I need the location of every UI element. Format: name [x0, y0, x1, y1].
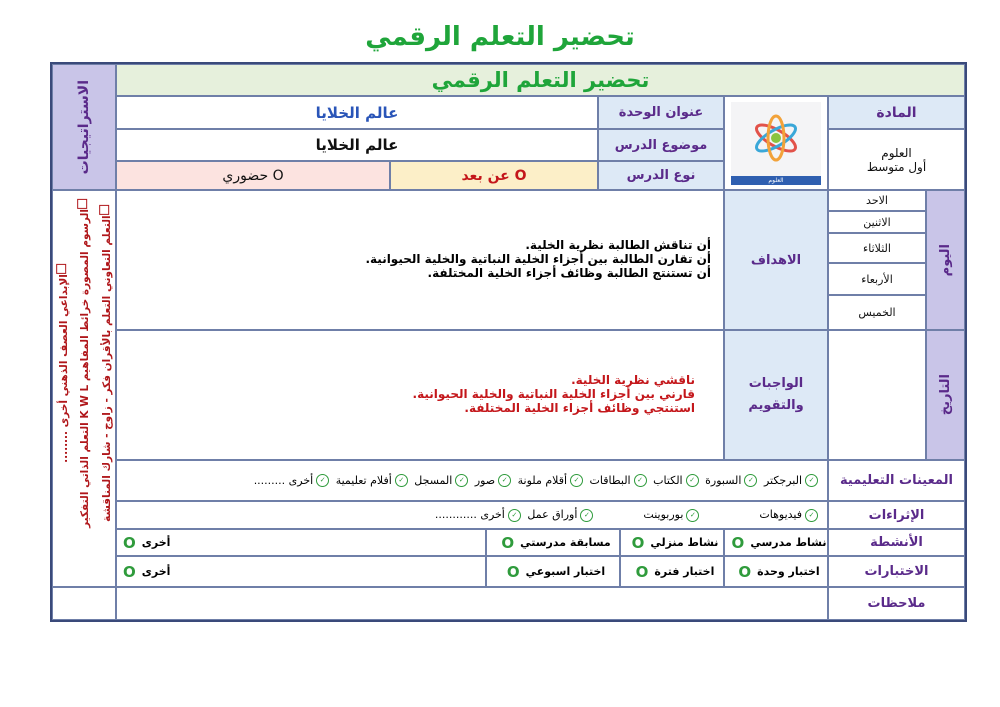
lesson-topic-label: موضوع الدرس	[598, 129, 724, 161]
day-sunday: الاحد	[828, 190, 926, 211]
day-label: اليوم	[938, 243, 953, 277]
notes-label: ملاحظات	[828, 587, 965, 620]
date-value[interactable]	[828, 330, 926, 460]
strategies-col-1: التعلم التعاوني التعلم بالأقران فكر - زاوج - شارك المناقشة	[97, 199, 114, 528]
activities-label: الأنشطة	[828, 529, 965, 556]
goal-1: أن تناقش الطالبة نظرية الخلية.	[525, 238, 711, 253]
strategies-col-3: الإبداعي العصف الذهني أخرى ........	[54, 199, 71, 528]
banner-title: تحضير التعلم الرقمي	[116, 64, 965, 96]
aid-color-pens[interactable]: أقلام ملونة	[517, 473, 568, 487]
aid-book[interactable]: الكتاب	[653, 473, 683, 487]
aid-cards[interactable]: البطاقات	[589, 473, 631, 487]
aid-other[interactable]: أخرى .........	[253, 473, 314, 487]
logo-caption: العلوم	[731, 176, 821, 185]
lesson-type-label: نوع الدرس	[598, 161, 724, 190]
day-monday: الاثنين	[828, 211, 926, 233]
strategies-col-2: الرسوم المصورة خرائط المفاهيم K W L التعلم الذاتي التفكير	[75, 199, 92, 528]
aid-pictures[interactable]: صور	[474, 473, 496, 487]
in-person-option[interactable]: حضوري O	[116, 161, 390, 190]
strategies-header	[52, 64, 116, 190]
unit-title-label: عنوان الوحدة	[598, 96, 724, 129]
test-weekly[interactable]: اختبار اسبوعي O	[486, 556, 620, 587]
goal-3: أن تستنتج الطالبة وظائف أجزاء الخلية المختلفة.	[427, 265, 711, 280]
day-thursday: الخميس	[828, 295, 926, 330]
day-header	[926, 190, 965, 330]
day-wednesday: الأربعاء	[828, 263, 926, 295]
enrich-videos[interactable]: فيديوهات	[759, 508, 802, 522]
goals-label: الاهداف	[724, 190, 828, 330]
subject-label: المادة	[828, 96, 965, 129]
subject-line-1: العلوم	[881, 145, 912, 160]
subject-logo	[724, 96, 828, 190]
aid-recorder[interactable]: المسجل	[414, 473, 453, 487]
activity-school[interactable]: نشاط مدرسي O	[724, 529, 828, 556]
remote-option[interactable]: عن بعد O	[390, 161, 598, 190]
goals-content	[116, 190, 724, 330]
test-other[interactable]: أخرى O	[116, 556, 486, 587]
homework-label: الواجبات والتقويم	[724, 330, 828, 460]
homework-2: قارني بين أجزاء الخلية النباتية والخلية الحيوانية.	[412, 387, 695, 402]
date-label: التاريخ	[938, 374, 953, 416]
aid-projector[interactable]: البرجكتر	[763, 473, 802, 487]
enrich-worksheets[interactable]: أوراق عمل	[527, 508, 578, 522]
strategies-label: الاستراتيجيات	[76, 79, 92, 175]
enrichment-content: ✓فيديوهات ✓بوربوينت ✓أوراق عمل ✓أخرى ............	[116, 501, 828, 529]
homework-1: ناقشي نظرية الخلية.	[571, 373, 695, 388]
goal-2: أن تقارن الطالبة بين أجزاء الخلية النباتية والخلية الحيوانية.	[365, 252, 711, 267]
aid-board[interactable]: السبورة	[705, 473, 742, 487]
test-unit[interactable]: اختبار وحدة O	[724, 556, 828, 587]
page-title: تحضير التعلم الرقمي	[365, 22, 635, 52]
test-term[interactable]: اختبار فترة O	[620, 556, 724, 587]
aids-label: المعينات التعليمية	[828, 460, 965, 501]
strategies-footer	[52, 587, 116, 620]
day-tuesday: الثلاثاء	[828, 233, 926, 263]
enrich-other[interactable]: أخرى ............	[434, 508, 505, 522]
enrichment-label: الإثراءات	[828, 501, 965, 529]
aids-content: ✓البرجكتر ✓السبورة ✓الكتاب ✓البطاقات ✓أقلام ملونة ✓صور ✓المسجل ✓أفلام تعليمية ✓أخرى .........	[116, 460, 828, 501]
homework-3: استنتجي وظائف أجزاء الخلية المختلفة.	[464, 400, 695, 415]
tests-label: الاختبارات	[828, 556, 965, 587]
enrich-powerpoint[interactable]: بوربوينت	[643, 508, 684, 522]
lesson-topic-value: عالم الخلايا	[116, 129, 598, 161]
subject-value	[828, 129, 965, 190]
subject-line-2: أول متوسط	[866, 159, 927, 174]
activity-home[interactable]: نشاط منزلي O	[620, 529, 724, 556]
activity-competition[interactable]: مسابقة مدرستي O	[486, 529, 620, 556]
notes-content[interactable]	[116, 587, 828, 620]
aid-films[interactable]: أفلام تعليمية	[335, 473, 392, 487]
homework-content	[116, 330, 724, 460]
atom-icon	[731, 102, 821, 176]
strategies-list	[52, 190, 116, 587]
date-header	[926, 330, 965, 460]
activity-other[interactable]: أخرى O	[116, 529, 486, 556]
unit-title-value: عالم الخلايا	[116, 96, 598, 129]
